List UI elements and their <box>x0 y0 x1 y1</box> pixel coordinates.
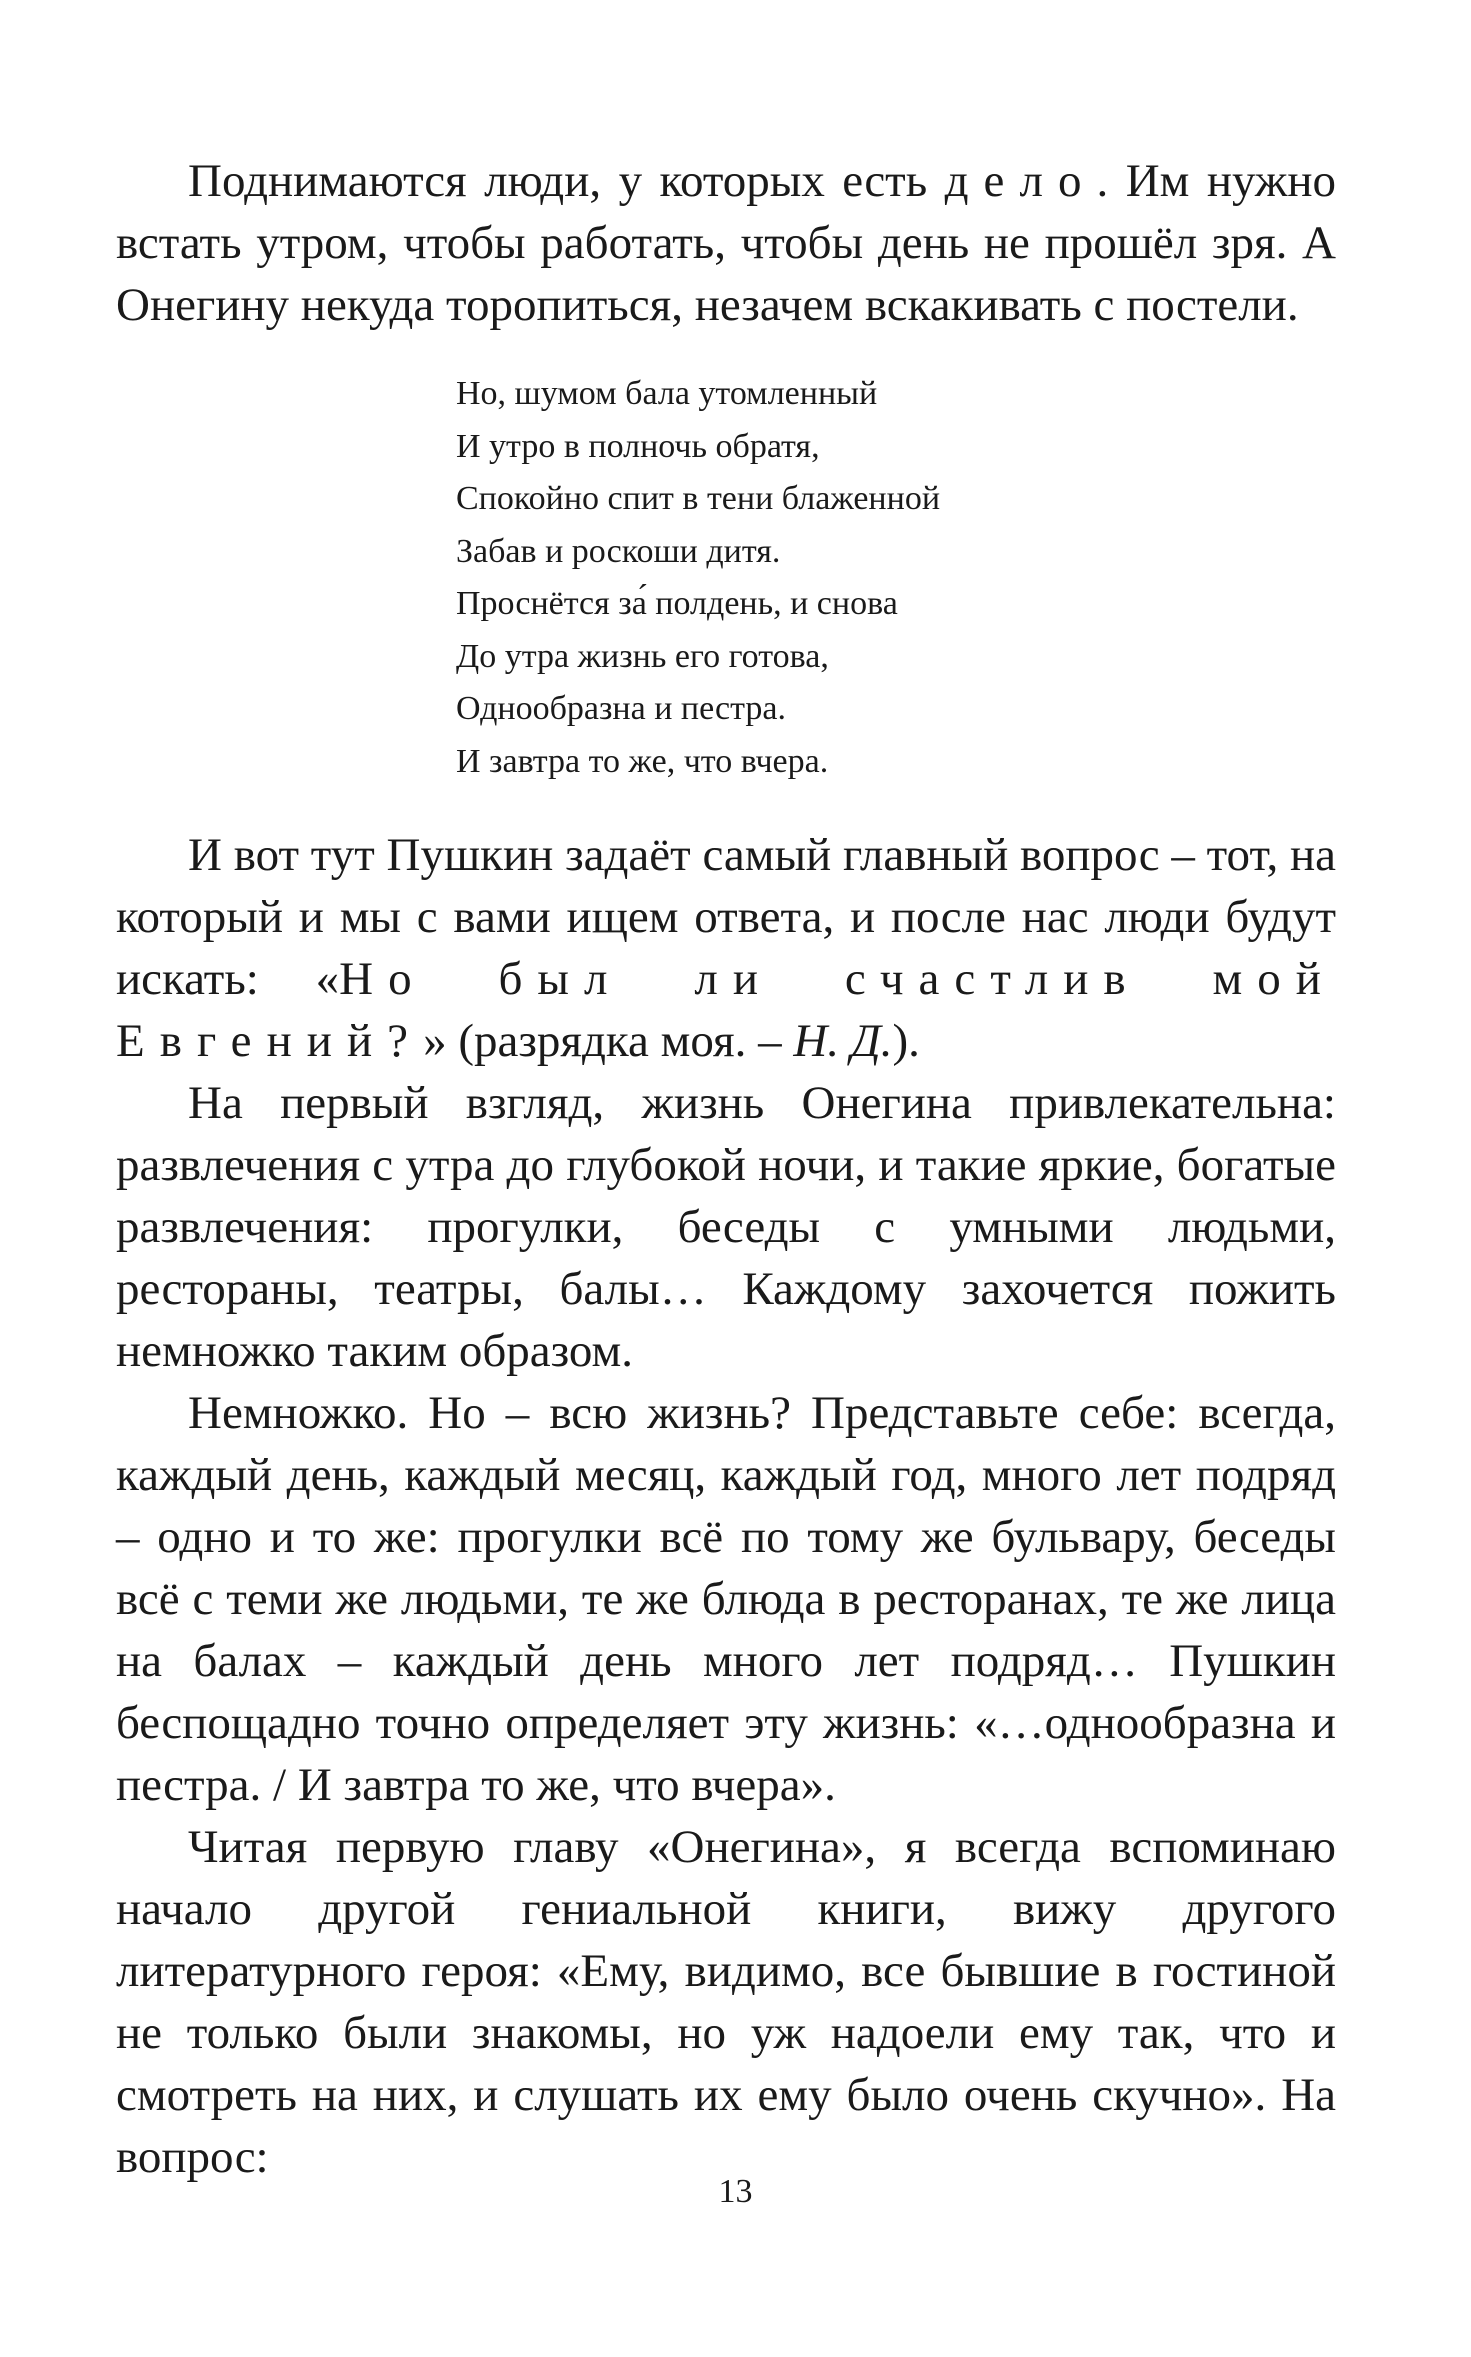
paragraph-3: На первый взгляд, жизнь Онегина привлекательна: развлечения с утра до глубокой ночи, и такие яркие, богатые развлечения: прогулки, беседы с умными людьми, рестораны, театры, балы… Каждому захочется пожить немножко таким образом. <box>116 1077 1336 1377</box>
paragraph-2-author-initials: Н. Д. <box>793 1015 893 1067</box>
verse-line: И утро в полночь обратя, <box>456 427 820 465</box>
verse-line: Забав и роскоши дитя. <box>456 532 781 570</box>
verse-line: Проснётся за́ полдень, и снова <box>456 585 898 622</box>
paragraph-2 <box>116 824 1336 1072</box>
verse-quote <box>456 368 1336 788</box>
paragraph-2-text-a: И вот тут Пушкин задаёт самый главный вопрос – тот, на который и мы с вами ищем ответа, и после нас люди будут искать: « <box>116 829 1336 1005</box>
paragraph-2-text-c: ). <box>892 1015 920 1067</box>
paragraph-1-spaced-word: дело <box>944 155 1097 207</box>
paragraph-2-spaced-quote: Но был ли счастлив мой Евгений? <box>116 953 1336 1067</box>
page-number: 13 <box>718 2173 753 2210</box>
verse-line: До утра жизнь его готова, <box>456 637 829 675</box>
paragraph-1-text-b: . Им нужно встать утром, чтобы работать, чтобы день не прошёл зря. А Онегину некуда торопиться, незачем вскакивать с постели. <box>116 155 1336 331</box>
paragraph-1-text-a: Поднимаются люди, у которых есть <box>188 155 945 207</box>
verse-line: Но, шумом бала утомленный <box>456 375 878 412</box>
paragraph-5: Читая первую главу «Онегина», я всегда вспоминаю начало другой гениальной книги, вижу другого литературного героя: «Ему, видимо, все бывшие в гостиной не только были знакомы, но уж надоели ему так, что и смотреть на них, и слушать их ему было очень скучно». На вопрос: <box>116 1821 1336 2183</box>
paragraph-2-text-b: » (разрядка моя. – <box>423 1015 794 1067</box>
book-page-body <box>116 150 1336 2188</box>
verse-line: Спокойно спит в тени блаженной <box>456 480 941 517</box>
verse-line: Однообразна и пестра. <box>456 690 786 727</box>
paragraph-1 <box>116 150 1336 336</box>
paragraph-4: Немножко. Но – всю жизнь? Представьте себе: всегда, каждый день, каждый месяц, каждый год, много лет подряд – одно и то же: прогулки всё по тому же бульвару, беседы всё с теми же людьми, те же блюда в ресторанах, те же лица на балах – каждый день много лет подряд… Пушкин беспощадно точно определяет эту жизнь: «…однообразна и пестра. / И завтра то же, что вчера». <box>116 1387 1336 1811</box>
verse-line: И завтра то же, что вчера. <box>456 742 829 780</box>
